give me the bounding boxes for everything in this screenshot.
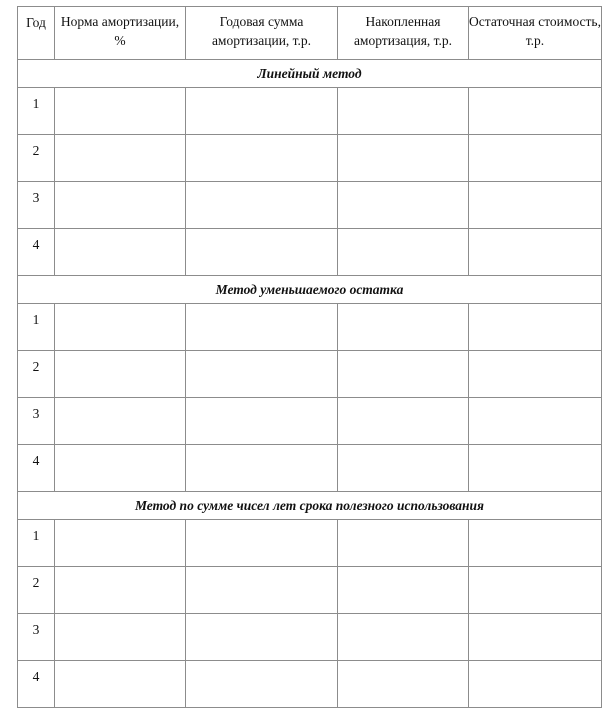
accumulated-cell[interactable] (338, 661, 469, 708)
header-residual-value: Остаточная стоимость, т.р. (469, 7, 602, 60)
rate-cell[interactable] (55, 304, 186, 351)
year-cell: 1 (18, 304, 55, 351)
annual-amount-cell[interactable] (186, 520, 338, 567)
header-annual-depreciation: Годовая сумма амортизации, т.р. (186, 7, 338, 60)
depreciation-table (17, 6, 602, 708)
annual-amount-cell[interactable] (186, 135, 338, 182)
year-cell: 2 (18, 567, 55, 614)
residual-cell[interactable] (469, 88, 602, 135)
accumulated-cell[interactable] (338, 614, 469, 661)
accumulated-cell[interactable] (338, 88, 469, 135)
year-cell: 4 (18, 661, 55, 708)
accumulated-cell[interactable] (338, 135, 469, 182)
table-row (18, 182, 602, 229)
residual-cell[interactable] (469, 567, 602, 614)
section-row-linear (18, 60, 602, 88)
accumulated-cell[interactable] (338, 567, 469, 614)
table-row (18, 351, 602, 398)
year-cell: 3 (18, 398, 55, 445)
rate-cell[interactable] (55, 567, 186, 614)
annual-amount-cell[interactable] (186, 398, 338, 445)
residual-cell[interactable] (469, 229, 602, 276)
year-cell: 2 (18, 135, 55, 182)
table-row (18, 661, 602, 708)
annual-amount-cell[interactable] (186, 567, 338, 614)
year-cell: 1 (18, 520, 55, 567)
section-title: Метод по сумме чисел лет срока полезного использования (18, 492, 602, 520)
table-row (18, 614, 602, 661)
rate-cell[interactable] (55, 351, 186, 398)
residual-cell[interactable] (469, 398, 602, 445)
residual-cell[interactable] (469, 520, 602, 567)
annual-amount-cell[interactable] (186, 304, 338, 351)
table-row (18, 304, 602, 351)
annual-amount-cell[interactable] (186, 229, 338, 276)
rate-cell[interactable] (55, 398, 186, 445)
residual-cell[interactable] (469, 445, 602, 492)
accumulated-cell[interactable] (338, 520, 469, 567)
year-cell: 2 (18, 351, 55, 398)
accumulated-cell[interactable] (338, 229, 469, 276)
year-cell: 1 (18, 88, 55, 135)
header-accumulated-depreciation: Накопленная амортизация, т.р. (338, 7, 469, 60)
annual-amount-cell[interactable] (186, 445, 338, 492)
table-row (18, 567, 602, 614)
accumulated-cell[interactable] (338, 182, 469, 229)
annual-amount-cell[interactable] (186, 88, 338, 135)
rate-cell[interactable] (55, 135, 186, 182)
year-cell: 4 (18, 445, 55, 492)
section-title: Линейный метод (18, 60, 602, 88)
residual-cell[interactable] (469, 182, 602, 229)
rate-cell[interactable] (55, 229, 186, 276)
header-year: Год (18, 7, 55, 60)
annual-amount-cell[interactable] (186, 182, 338, 229)
table-row (18, 135, 602, 182)
table-row (18, 229, 602, 276)
residual-cell[interactable] (469, 135, 602, 182)
residual-cell[interactable] (469, 351, 602, 398)
table-row (18, 88, 602, 135)
annual-amount-cell[interactable] (186, 614, 338, 661)
year-cell: 3 (18, 614, 55, 661)
section-row-declining-balance (18, 276, 602, 304)
accumulated-cell[interactable] (338, 445, 469, 492)
table-row (18, 520, 602, 567)
rate-cell[interactable] (55, 445, 186, 492)
header-depreciation-rate: Норма амортизации, % (55, 7, 186, 60)
rate-cell[interactable] (55, 520, 186, 567)
accumulated-cell[interactable] (338, 351, 469, 398)
residual-cell[interactable] (469, 661, 602, 708)
accumulated-cell[interactable] (338, 398, 469, 445)
year-cell: 4 (18, 229, 55, 276)
section-title: Метод уменьшаемого остатка (18, 276, 602, 304)
table-row (18, 445, 602, 492)
table-row (18, 398, 602, 445)
section-row-sum-of-years-digits (18, 492, 602, 520)
residual-cell[interactable] (469, 614, 602, 661)
year-cell: 3 (18, 182, 55, 229)
annual-amount-cell[interactable] (186, 661, 338, 708)
accumulated-cell[interactable] (338, 304, 469, 351)
rate-cell[interactable] (55, 614, 186, 661)
rate-cell[interactable] (55, 661, 186, 708)
header-row (18, 7, 602, 60)
residual-cell[interactable] (469, 304, 602, 351)
rate-cell[interactable] (55, 182, 186, 229)
rate-cell[interactable] (55, 88, 186, 135)
annual-amount-cell[interactable] (186, 351, 338, 398)
